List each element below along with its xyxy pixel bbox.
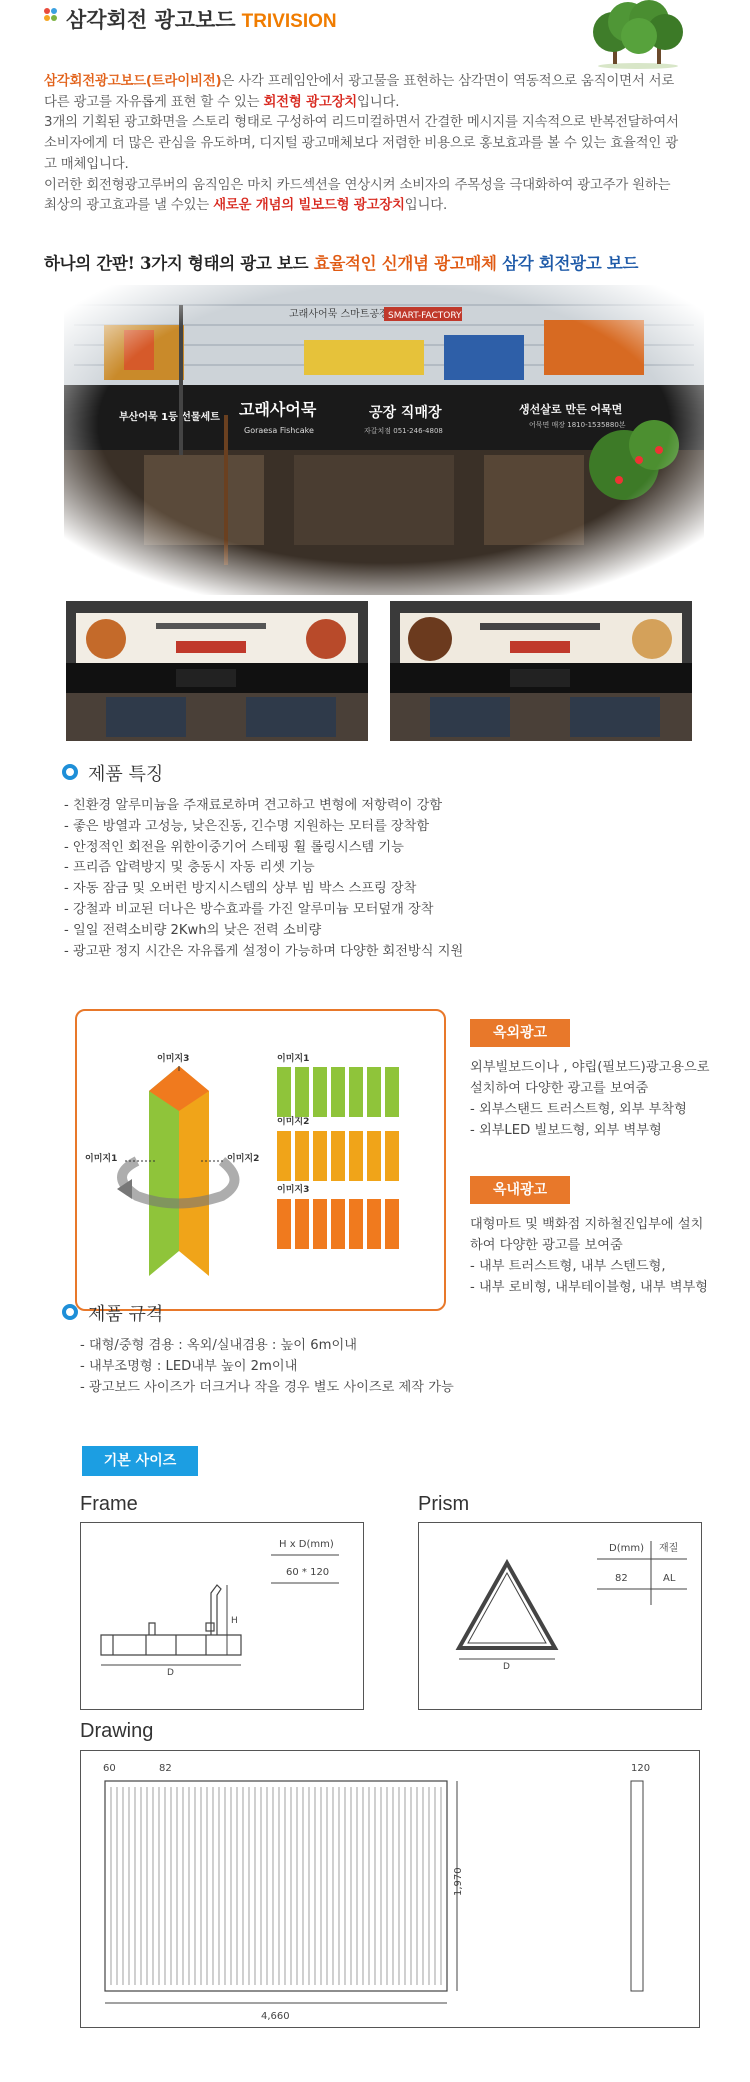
- frame-panel: [80, 1522, 364, 1710]
- indoor-desc: 대형마트 및 백화점 지하철진입부에 설치 하여 다양한 광고를 보여줌 - 내부 트러스트형, 내부 스텐드형, - 내부 로비형, 내부테이블형, 내부 벽부형: [470, 1217, 708, 1295]
- frame-d-text: D: [167, 1668, 174, 1678]
- frame-label: Frame: [80, 1493, 138, 1515]
- feature-item: - 자동 잠금 및 오버런 방지시스템의 상부 빔 박스 스프링 장착: [64, 881, 417, 897]
- storefront-photo: [64, 285, 704, 595]
- feature-item: - 광고판 정지 시간은 자유롭게 설정이 가능하며 다양한 회전방식 지원: [64, 943, 464, 959]
- frame-drawing: [81, 1523, 362, 1708]
- features-title: 제품 특징: [88, 764, 164, 785]
- billboard-photo-1: [66, 601, 368, 741]
- diagram-image2-text: 이미지2: [227, 1154, 260, 1164]
- outdoor-tag: 옥외광고: [470, 1019, 570, 1047]
- feature-item: - 친환경 알루미늄을 주재료로하며 견고하고 변형에 저항력이 강함: [64, 798, 443, 813]
- headline: 하나의 간판! 3가지 형태의 광고 보드 효율적인 신개념 광고매체 삼각 회전광고 보드: [44, 254, 639, 273]
- prism-d-text: D: [503, 1662, 510, 1672]
- image1-slats: [277, 1067, 399, 1117]
- frame-h-text: H: [231, 1616, 238, 1626]
- header-logo-dots-icon: [44, 8, 58, 22]
- tree-illustration-icon: [583, 0, 693, 70]
- diagram-label2-text: 이미지2: [277, 1117, 310, 1127]
- feature-item: - 프리즘 압력방지 및 충동시 자동 리셋 기능: [64, 860, 315, 876]
- prism-col1: D(mm): [609, 1543, 644, 1554]
- prism-col2: 재질: [659, 1543, 679, 1554]
- spec-title: 제품 규격: [88, 1304, 164, 1325]
- image2-slats: [277, 1131, 399, 1181]
- frame-hd-value: 60 * 120: [286, 1567, 330, 1578]
- drawing-label: Drawing: [80, 1720, 154, 1742]
- page-title: 삼각회전 광고보드 TRIVISION: [66, 8, 337, 32]
- feature-item: - 강철과 비교된 더나은 방수효과를 가진 알루미늄 모터덮개 장착: [64, 901, 434, 917]
- indoor-tag: 옥내광고: [470, 1176, 570, 1204]
- diagram-label1-text: 이미지1: [277, 1054, 310, 1064]
- prism-diagram-box: [75, 1009, 446, 1311]
- dim-82: 82: [159, 1763, 172, 1774]
- page-subtitle: TRIVISION: [241, 11, 337, 32]
- prism-diagram: [77, 1011, 444, 1309]
- prism-panel: [418, 1522, 702, 1710]
- basic-size-tag: 기본 사이즈: [82, 1446, 198, 1476]
- billboard-photo-2: [390, 601, 692, 741]
- dim-120: 120: [631, 1763, 651, 1774]
- diagram-label3-text: 이미지3: [277, 1185, 310, 1195]
- prism-val1: 82: [615, 1573, 628, 1584]
- outdoor-desc: 외부빌보드이나 , 야립(필보드)광고용으로 설치하여 다양한 광고를 보여줌 - 외부스탠드 트러스트형, 외부 부착형 - 외부LED 빌보드형, 외부 벽부형: [470, 1060, 710, 1138]
- image3-slats: [277, 1199, 399, 1249]
- feature-item: - 안정적인 회전을 위한이중기어 스테핑 휠 롤링시스템 기능: [64, 839, 404, 855]
- spec-bullet-icon: [62, 1304, 78, 1320]
- spec-list: - 대형/중형 겸용 : 옥외/실내겸용 : 높이 6m이내 - 내부조명형 : LED내부 높이 2m이내 - 광고보드 사이즈가 더크거나 작을 경우 별도 사이즈로 제작 가능: [80, 1338, 454, 1395]
- prism-label: Prism: [418, 1493, 470, 1515]
- dim-60: 60: [103, 1763, 116, 1774]
- dim-4660: 4,660: [261, 2011, 290, 2022]
- prism-drawing: [419, 1523, 700, 1708]
- feature-item: - 좋은 방열과 고성능, 낮은진동, 긴수명 지원하는 모터를 장착함: [64, 818, 430, 834]
- drawing-svg: [81, 1751, 698, 2026]
- dim-1970: 1,970: [453, 1867, 464, 1896]
- features-list: [64, 796, 463, 962]
- diagram-image3-text: 이미지3: [157, 1054, 190, 1064]
- drawing-panel: [80, 1750, 700, 2028]
- features-bullet-icon: [62, 764, 78, 780]
- prism-val2: AL: [663, 1573, 676, 1584]
- feature-item: - 일일 전력소비량 2Kwh의 낮은 전력 소비량: [64, 922, 322, 938]
- intro-text: 삼각회전광고보드(트라이비전)은 사각 프레임안에서 광고물을 표현하는 삼각면이 역동적으로 움직이면서 서로 다른 광고를 자유롭게 표현 할 수 있는 회전형 광고장치입니다. 3개의 기획된 광고화면을 스토리 형태로 구성하여 리드미컬하면서 간결한 메시지를 지속적으로 반복전달하여서 소비자에게 더 많은 관심을 유도하며, 디지털 광고매체보다 저렴한 비용으로 홍보효과를 볼 수 있는 효율적인 광고 매체입니다. 이러한 회전형광고루버의 움직임은 마치 카드섹션을 연상시켜 소비자의 주목성을 극대화하여 광고주가 원하는 최상의 광고효과를 낼 수있는 새로운 개념의 빌보드형 광고장치입니다.: [44, 74, 679, 214]
- frame-hd-header: H x D(mm): [279, 1539, 334, 1550]
- drawing-slats: [111, 1787, 441, 1985]
- diagram-image1-text: 이미지1: [85, 1154, 118, 1164]
